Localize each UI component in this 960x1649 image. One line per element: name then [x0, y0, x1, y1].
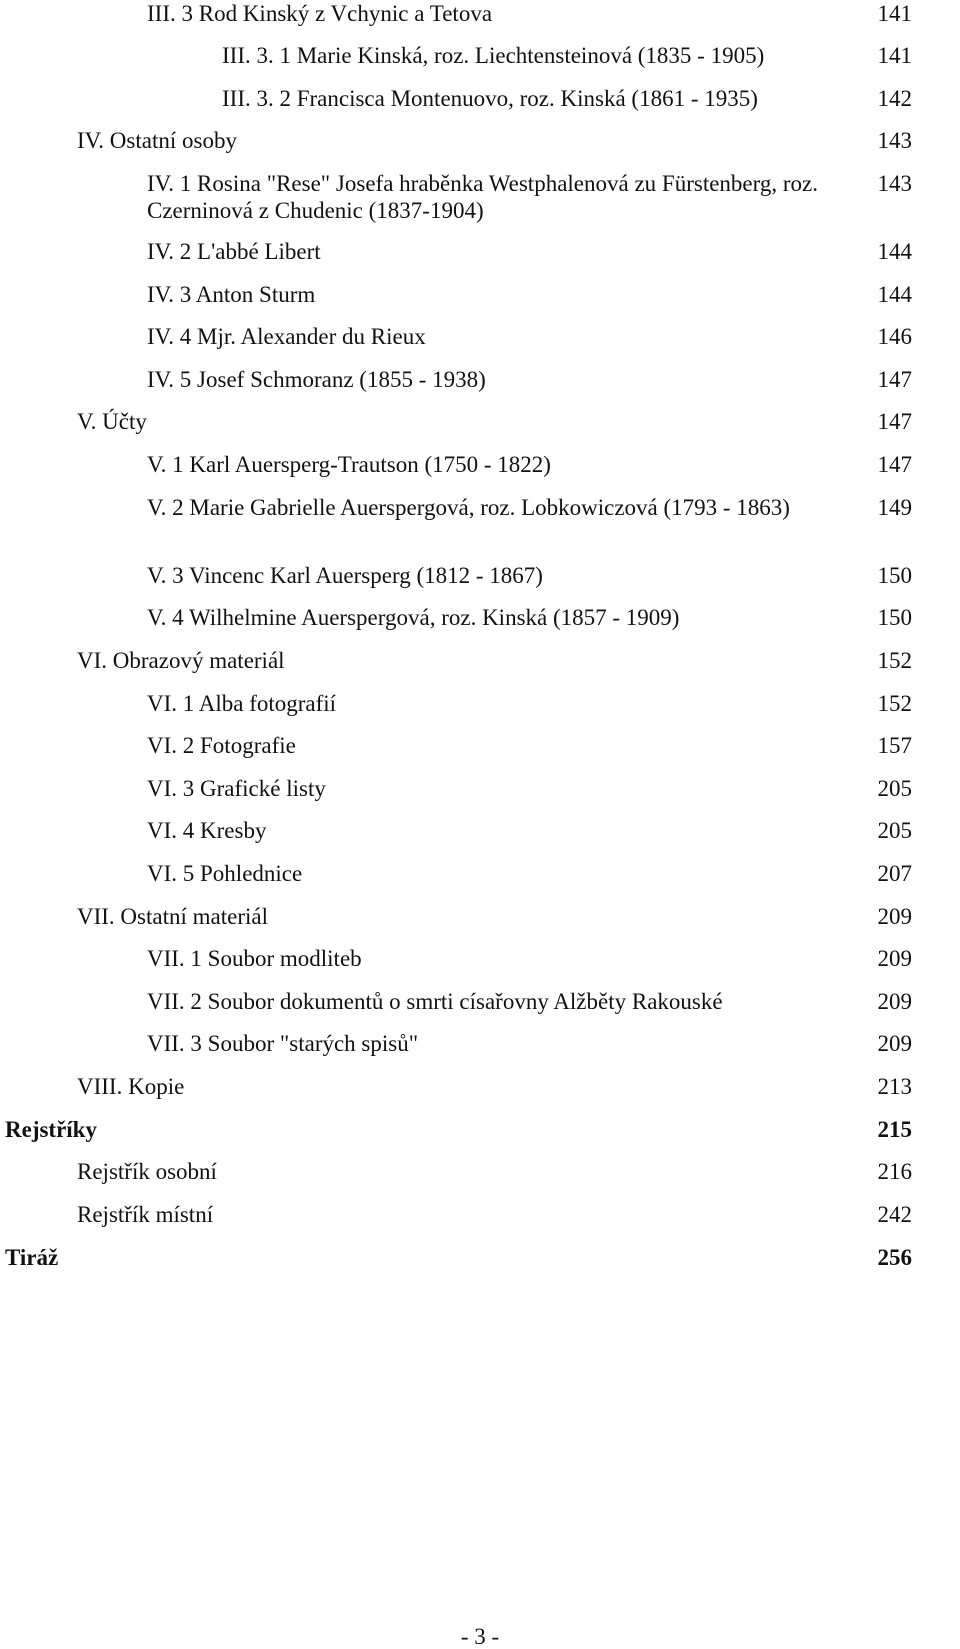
- toc-entry-title: VI. Obrazový materiál: [77, 648, 285, 673]
- toc-entry-title: III. 3 Rod Kinský z Vchynic a Tetova: [147, 1, 493, 26]
- toc-entry-page: 207: [877, 861, 912, 886]
- toc-entry-page: 157: [877, 733, 912, 758]
- toc-entry-title: VII. Ostatní materiál: [77, 904, 268, 929]
- toc-entry-page: 152: [877, 648, 912, 673]
- toc-entry-page: 213: [877, 1074, 912, 1099]
- toc-entry-title: V. 2 Marie Gabrielle Auerspergová, roz. Lobkowiczová (1793 - 1863): [147, 495, 790, 520]
- toc-entry-title: VI. 2 Fotografie: [147, 733, 296, 758]
- toc-entry-page: 216: [877, 1159, 912, 1184]
- toc-entry-title: VII. 2 Soubor dokumentů o smrti císařovny Alžběty Rakouské: [147, 989, 723, 1014]
- toc-entry-page: 147: [877, 452, 912, 477]
- toc-entry-page: 142: [877, 86, 912, 111]
- toc-entry-page: 143: [877, 128, 912, 153]
- toc-entry-title: V. 3 Vincenc Karl Auersperg (1812 - 1867): [147, 563, 543, 588]
- toc-entry-title: VI. 1 Alba fotografií: [147, 691, 337, 716]
- toc-entry-page: 146: [877, 324, 912, 349]
- toc-entry-title: Rejstříky: [5, 1117, 97, 1142]
- toc-entry-page: 147: [877, 409, 912, 434]
- toc-entry-page: 205: [877, 776, 912, 801]
- toc-entry-title: IV. Ostatní osoby: [77, 128, 237, 153]
- toc-entry-page: 209: [877, 946, 912, 971]
- toc-entry-title: VII. 1 Soubor modliteb: [147, 946, 362, 971]
- toc-entry-title: IV. 1 Rosina "Rese" Josefa hraběnka Westphalenová zu Fürstenberg, roz. Czerninová z Chudenic (1837-1904): [147, 171, 818, 223]
- toc-entry-page: 149: [877, 495, 912, 520]
- toc-entry-page: 209: [877, 904, 912, 929]
- toc-entry-title: VI. 3 Grafické listy: [147, 776, 326, 801]
- toc-entry-title: Tiráž: [5, 1245, 59, 1270]
- toc-entry-page: 141: [877, 1, 912, 26]
- toc-entry-title: III. 3. 2 Francisca Montenuovo, roz. Kinská (1861 - 1935): [222, 86, 758, 111]
- toc-entry-title: IV. 4 Mjr. Alexander du Rieux: [147, 324, 426, 349]
- toc-entry-title: VI. 5 Pohlednice: [147, 861, 303, 886]
- toc-entry-page: 242: [877, 1202, 912, 1227]
- toc-entry-title: IV. 5 Josef Schmoranz (1855 - 1938): [147, 367, 486, 392]
- toc-entry-title: Rejstřík osobní: [77, 1159, 217, 1184]
- toc-entry-title: V. Účty: [77, 409, 147, 434]
- toc-entry-page: 215: [877, 1117, 912, 1142]
- toc-entry-page: 141: [877, 43, 912, 68]
- toc-entry-page: 144: [877, 282, 912, 307]
- toc-entry-page: 147: [877, 367, 912, 392]
- toc-entry-page: 209: [877, 1031, 912, 1056]
- toc-entry-page: 205: [877, 818, 912, 843]
- toc-entry-title: VI. 4 Kresby: [147, 818, 267, 843]
- toc-entry-title: III. 3. 1 Marie Kinská, roz. Liechtensteinová (1835 - 1905): [222, 43, 765, 68]
- toc-entry-page: 144: [877, 239, 912, 264]
- toc-entry-title: Rejstřík místní: [77, 1202, 214, 1227]
- toc-entry-title: V. 1 Karl Auersperg-Trautson (1750 - 1822): [147, 452, 551, 477]
- toc-entry-page: 152: [877, 691, 912, 716]
- toc-entry-page: 143: [877, 171, 912, 196]
- toc-entry-page: 150: [877, 605, 912, 630]
- toc-entry-title: VIII. Kopie: [77, 1074, 185, 1099]
- toc-entry-title: IV. 3 Anton Sturm: [147, 282, 316, 307]
- toc-entry-title: VII. 3 Soubor "starých spisů": [147, 1031, 419, 1056]
- page-number: - 3 -: [460, 1624, 500, 1649]
- toc-entry-title: V. 4 Wilhelmine Auerspergová, roz. Kinská (1857 - 1909): [147, 605, 680, 630]
- toc-entry-title: IV. 2 L'abbé Libert: [147, 239, 321, 264]
- toc-entry-page: 150: [877, 563, 912, 588]
- toc-entry-page: 209: [877, 989, 912, 1014]
- toc-entry-page: 256: [877, 1245, 912, 1270]
